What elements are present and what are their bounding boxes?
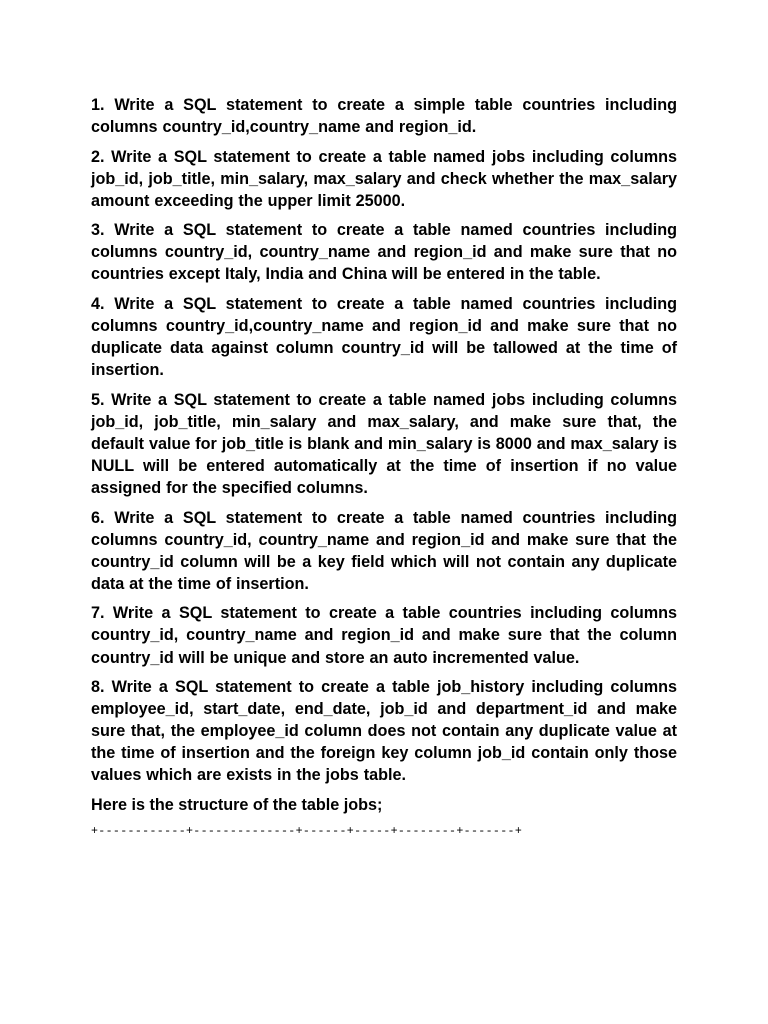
document-page [91,94,677,841]
exercise-5: 5. Write a SQL statement to create a table named jobs including columns job_id, job_title, min_salary and max_salary, and make sure that, the default value for job_title is blank and min_salary is 8000 and max_salary is NULL will be entered automatically at the time of insertion if no value assigned for the specified columns. [91,390,678,498]
exercise-7: 7. Write a SQL statement to create a table countries including columns country_id, country_name and region_id and make sure that the column country_id will be unique and store an auto incremented value. [91,604,677,667]
exercise-6: 6. Write a SQL statement to create a table named countries including columns country_id, country_name and region_id and make sure that the country_id column will be a key field which will not contain any duplicate data at the time of insertion. [91,508,677,593]
structure-intro: Here is the structure of the table jobs; [91,795,383,814]
table-border-line: +------------+--------------+------+-----+--------+-------+ [91,825,523,839]
exercise-3: 3. Write a SQL statement to create a table named countries including columns country_id, country_name and region_id and make sure that no countries except Italy, India and China will be entered in the table. [91,221,677,284]
exercise-2: 2. Write a SQL statement to create a table named jobs including columns job_id, job_title, min_salary, max_salary and check whether the max_salary amount exceeding the upper limit 25000. [91,147,677,210]
exercise-1: 1. Write a SQL statement to create a simple table countries including columns country_id,country_name and region_id. [91,96,677,137]
exercise-8: 8. Write a SQL statement to create a table job_history including columns employee_id, start_date, end_date, job_id and department_id and make sure that, the employee_id column does not contain any duplicate value at the time of insertion and the foreign key column job_id contain only those values which are exists in the jobs table. [91,677,677,785]
exercise-4: 4. Write a SQL statement to create a table named countries including columns country_id,country_name and region_id and make sure that no duplicate data against column country_id will be tallowed at the time of insertion. [91,294,677,380]
